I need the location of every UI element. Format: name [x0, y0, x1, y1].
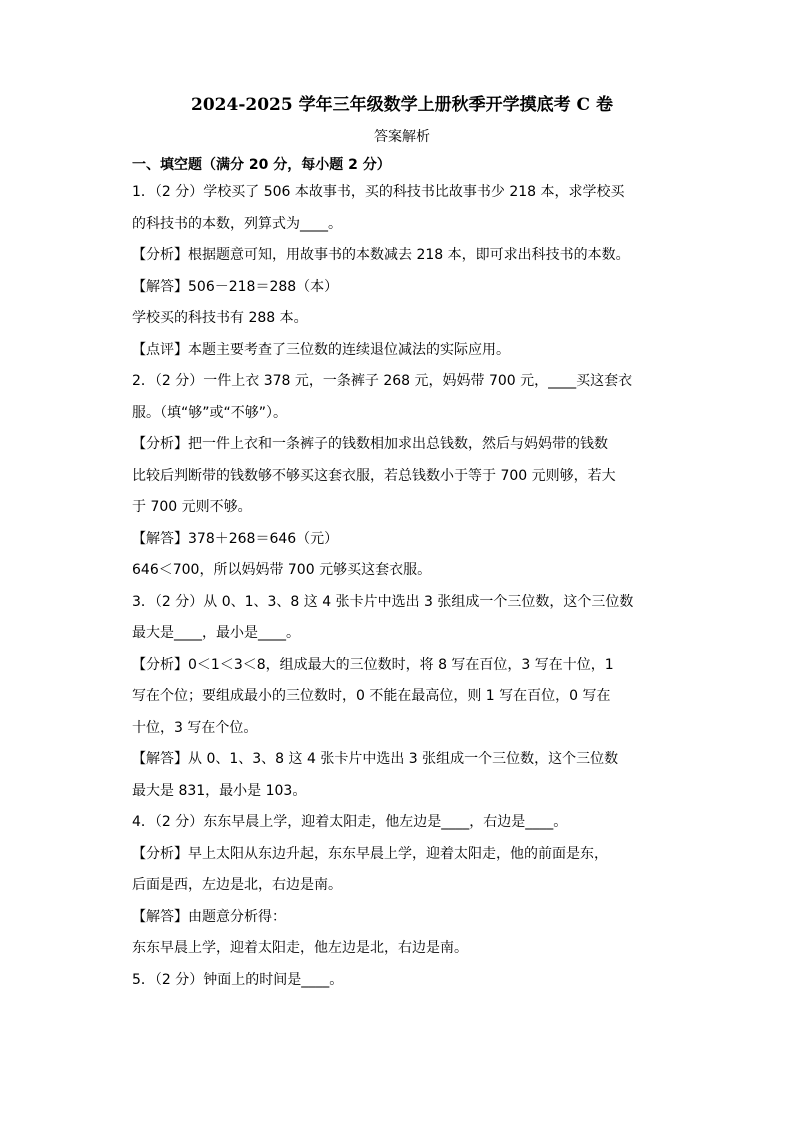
text-line: 十位，3 写在个位。 — [132, 719, 258, 736]
text-line: 东东早晨上学，迎着太阳走，他左边是北，右边是南。 — [132, 940, 468, 956]
text-line: 【分析】根据题意可知，用故事书的本数减去 218 本，即可求出科技书的本数。 — [132, 247, 630, 263]
section-heading: 一、填空题（满分 20 分，每小题 2 分） — [132, 157, 391, 173]
text-line: 后面是西，左边是北，右边是南。 — [132, 877, 342, 893]
text-line: 【分析】把一件上衣和一条裤子的钱数相加求出总钱数，然后与妈妈带的钱数 — [132, 436, 608, 452]
text-line: 【分析】0＜1＜3＜8，组成最大的三位数时，将 8 写在百位，3 写在十位，1 — [132, 656, 614, 673]
text-line: 【解答】由题意分析得： — [132, 908, 286, 925]
document-subtitle: 答案解析 — [374, 129, 430, 145]
text-line: 服。（填“够”或“不够”）。 — [132, 404, 288, 421]
text-line: 3．（2 分）从 0、1、3、8 这 4 张卡片中选出 3 张组成一个三位数，这个三位数 — [132, 593, 634, 610]
text-line: 写在个位；要组成最小的三位数时，0 不能在最高位，则 1 写在百位，0 写在 — [132, 688, 611, 704]
text-line: 2．（2 分）一件上衣 378 元，一条裤子 268 元，妈妈带 700 元，____买这套衣 — [132, 373, 633, 389]
text-line: 1．（2 分）学校买了 506 本故事书，买的科技书比故事书少 218 本，求学校买 — [132, 184, 625, 200]
text-line: 646＜700，所以妈妈带 700 元够买这套衣服。 — [132, 562, 432, 578]
text-line: 4．（2 分）东东早晨上学，迎着太阳走，他左边是____，右边是____。 — [132, 814, 568, 830]
text-line: 比较后判断带的钱数够不够买这套衣服，若总钱数小于等于 700 元则够，若大 — [132, 467, 616, 484]
text-line: 【解答】506－218＝288（本） — [132, 278, 339, 295]
document-title: 2024-2025 学年三年级数学上册秋季开学摸底考 C 卷 — [191, 95, 613, 115]
text-line: 学校买的科技书有 288 本。 — [132, 310, 308, 326]
text-line: 【解答】从 0、1、3、8 这 4 张卡片中选出 3 张组成一个三位数，这个三位数 — [132, 751, 619, 767]
text-line: 【分析】早上太阳从东边升起，东东早晨上学，迎着太阳走，他的前面是东， — [132, 845, 608, 862]
text-line: 最大是 831，最小是 103。 — [132, 782, 307, 799]
text-line: 于 700 元则不够。 — [132, 499, 252, 515]
text-line: 【点评】本题主要考查了三位数的连续退位减法的实际应用。 — [132, 341, 510, 358]
text-line: 【解答】378＋268＝646（元） — [132, 530, 339, 547]
text-line: 最大是____，最小是____。 — [132, 625, 300, 641]
text-line: 5．（2 分）钟面上的时间是____。 — [132, 971, 344, 988]
text-line: 的科技书的本数，列算式为____。 — [132, 215, 342, 232]
document-content — [132, 92, 672, 996]
